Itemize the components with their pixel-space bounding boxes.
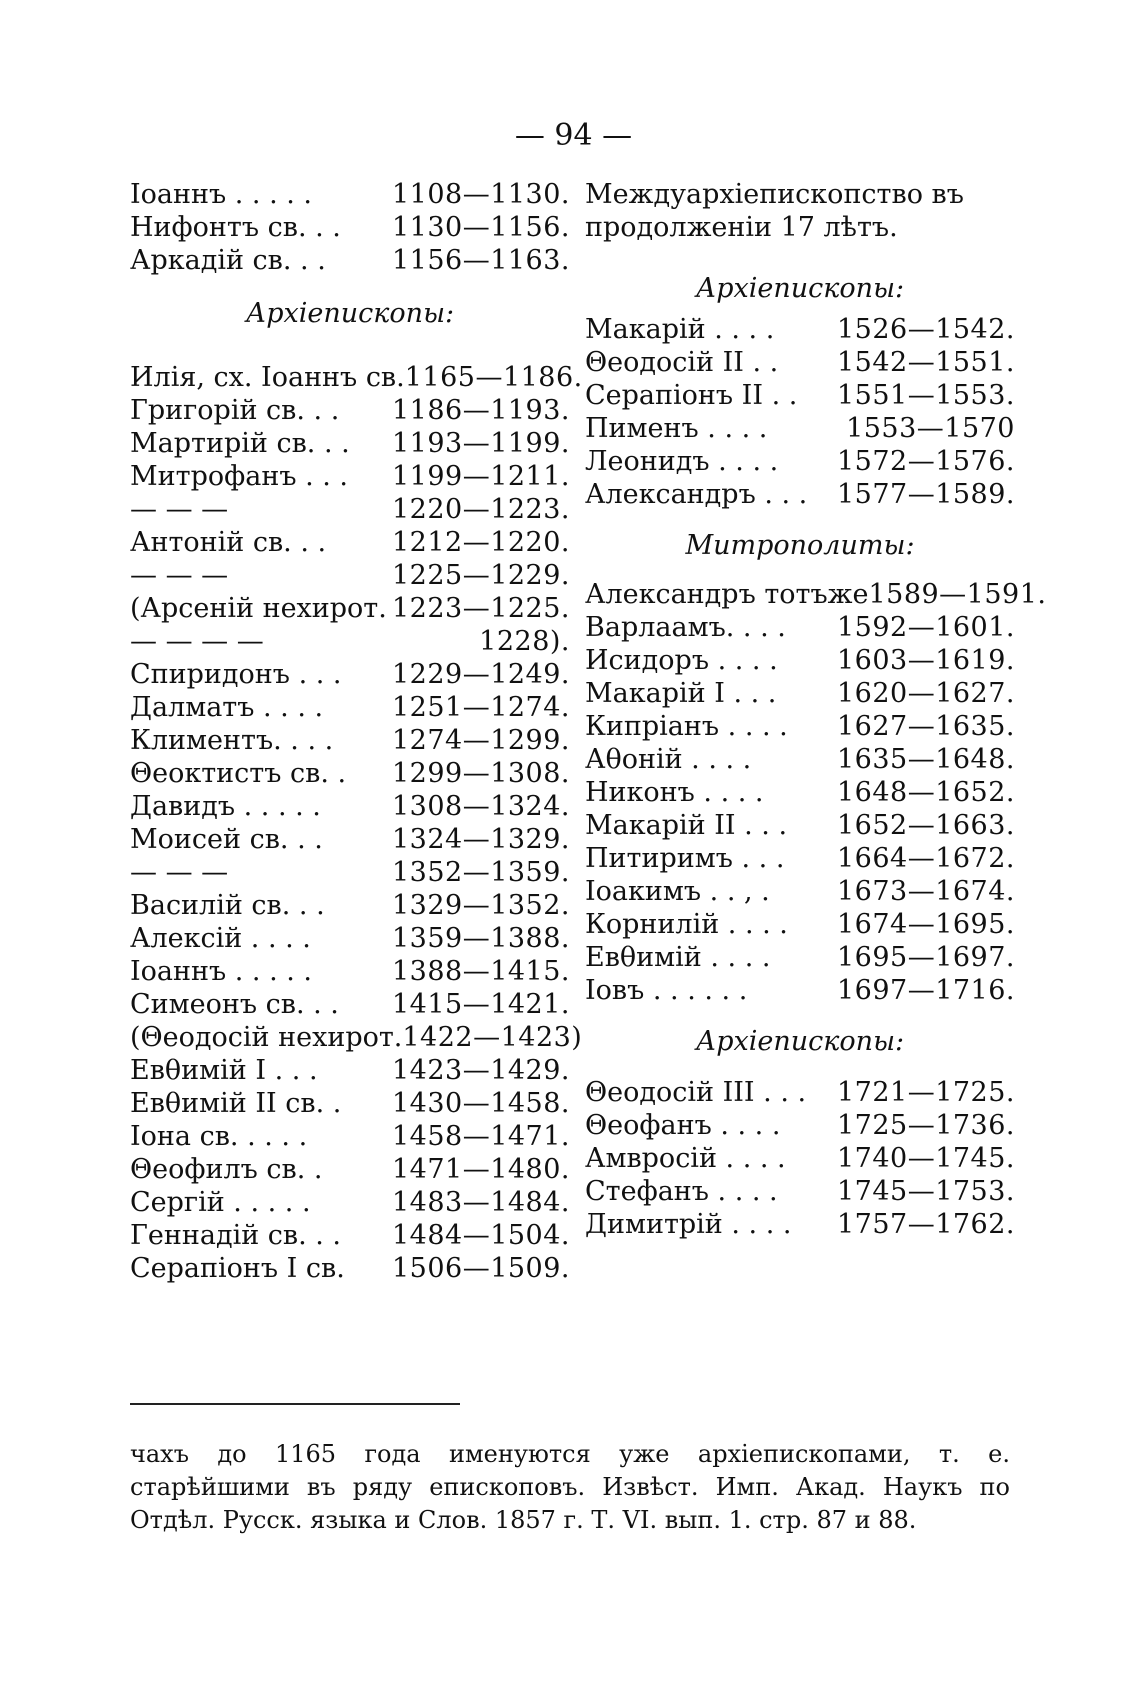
tenure-dates: 1542—1551. <box>836 347 1015 378</box>
list-item <box>130 1153 570 1186</box>
person-name: Димитрій . . . . <box>585 1209 792 1240</box>
list-item <box>130 244 570 277</box>
tenure-dates: 1388—1415. <box>391 956 570 987</box>
person-name: Θеофанъ . . . . <box>585 1110 781 1141</box>
list-item <box>130 856 570 889</box>
page-number: — 94 — <box>514 118 633 153</box>
tenure-dates: 1648—1652. <box>836 777 1015 808</box>
person-name: Моисей св. . . <box>130 824 323 855</box>
tenure-dates: 1620—1627. <box>836 678 1015 709</box>
person-name: Серапіонъ II . . <box>585 380 798 411</box>
tenure-dates: 1652—1663. <box>836 810 1015 841</box>
list-item <box>130 790 570 823</box>
footnote-divider <box>130 1403 460 1405</box>
person-name: Геннадій св. . . <box>130 1220 342 1251</box>
person-name: Симеонъ св. . . <box>130 989 339 1020</box>
tenure-dates: 1359—1388. <box>391 923 570 954</box>
person-name: Леонидъ . . . . <box>585 446 779 477</box>
list-item <box>585 974 1015 1007</box>
list-item <box>130 592 570 625</box>
list-item <box>130 427 570 460</box>
person-name: — — — <box>130 857 229 888</box>
list-item <box>130 757 570 790</box>
right-column <box>585 178 1047 1241</box>
tenure-dates: 1225—1229. <box>391 560 570 591</box>
person-name: Іоаннъ . . . . . <box>130 179 313 210</box>
tenure-dates: 1422—1423) <box>402 1022 583 1053</box>
list-item <box>130 394 570 427</box>
tenure-dates: 1165—1186. <box>404 362 583 393</box>
list-item <box>130 625 570 658</box>
person-name: Іона св. . . . . <box>130 1121 308 1152</box>
person-name: Кипріанъ . . . . <box>585 711 788 742</box>
tenure-dates: 1108—1130. <box>391 179 570 210</box>
person-name: Спиридонъ . . . <box>130 659 342 690</box>
list-item <box>130 691 570 724</box>
tenure-dates: 1430—1458. <box>391 1088 570 1119</box>
tenure-dates: 1423—1429. <box>391 1055 570 1086</box>
person-name: Θеоктистъ св. . <box>130 758 347 789</box>
list-item <box>130 955 570 988</box>
left-column <box>130 178 583 1285</box>
person-name: Θеодосій III . . . <box>585 1077 807 1108</box>
tenure-dates: 1526—1542. <box>836 314 1015 345</box>
tenure-dates: 1740—1745. <box>836 1143 1015 1174</box>
left-heading-archbishops: Архіепископы: <box>245 298 455 329</box>
tenure-dates: 1199—1211. <box>391 461 570 492</box>
tenure-dates: 1589—1591. <box>868 579 1047 610</box>
person-name: Давидъ . . . . . <box>130 791 321 822</box>
tenure-dates: 1592—1601. <box>836 612 1015 643</box>
person-name: Стефанъ . . . . <box>585 1176 778 1207</box>
tenure-dates: 1251—1274. <box>391 692 570 723</box>
tenure-dates: 1697—1716. <box>836 975 1015 1006</box>
list-item <box>585 1208 1015 1241</box>
tenure-dates: 1156—1163. <box>391 245 570 276</box>
tenure-dates: 1664—1672. <box>836 843 1015 874</box>
person-name: Василій св. . . <box>130 890 325 921</box>
archbishops-list-1 <box>585 313 1015 511</box>
list-item <box>130 211 570 244</box>
tenure-dates: 1506—1509. <box>391 1253 570 1284</box>
tenure-dates: 1674—1695. <box>836 909 1015 940</box>
tenure-dates: 1186—1193. <box>391 395 570 426</box>
tenure-dates: 1458—1471. <box>391 1121 570 1152</box>
person-name: Пименъ . . . . <box>585 413 768 444</box>
list-item <box>585 379 1015 412</box>
right-heading-archbishops-1: Архіепископы: <box>695 273 905 304</box>
tenure-dates: 1553—1570 <box>846 413 1015 444</box>
tenure-dates: 1324—1329. <box>391 824 570 855</box>
list-item <box>130 724 570 757</box>
tenure-dates: 1212—1220. <box>391 527 570 558</box>
list-item <box>130 178 570 211</box>
person-name: — — — <box>130 494 229 525</box>
person-name: Исидоръ . . . . <box>585 645 778 676</box>
person-name: Макарій I . . . <box>585 678 777 709</box>
person-name: Евθимій I . . . <box>130 1055 318 1086</box>
list-item <box>130 526 570 559</box>
tenure-dates: 1352—1359. <box>391 857 570 888</box>
tenure-dates: 1757—1762. <box>836 1209 1015 1240</box>
list-item <box>130 823 570 856</box>
list-item <box>585 710 1015 743</box>
list-item <box>130 922 570 955</box>
list-item <box>585 941 1015 974</box>
tenure-dates: 1274—1299. <box>391 725 570 756</box>
archbishops-list-2 <box>585 1076 1015 1241</box>
person-name: Илія, сх. Іоаннъ св. <box>130 362 405 393</box>
person-name: Корнилій . . . . <box>585 909 788 940</box>
tenure-dates: 1329—1352. <box>391 890 570 921</box>
person-name: Θеофилъ св. . <box>130 1154 323 1185</box>
list-item <box>130 1054 570 1087</box>
tenure-dates: 1193—1199. <box>391 428 570 459</box>
tenure-dates: 1130—1156. <box>391 212 570 243</box>
list-item <box>130 493 570 526</box>
list-item <box>585 412 1015 445</box>
person-name: Макарій . . . . <box>585 314 775 345</box>
person-name: Аθоній . . . . <box>585 744 752 775</box>
tenure-dates: 1308—1324. <box>391 791 570 822</box>
right-heading-metropolitans: Митрополиты: <box>685 530 915 561</box>
list-item <box>130 559 570 592</box>
tenure-dates: 1223—1225. <box>391 593 570 624</box>
list-item <box>130 1021 583 1054</box>
person-name: Никонъ . . . . <box>585 777 764 808</box>
tenure-dates: 1745—1753. <box>836 1176 1015 1207</box>
list-item <box>585 578 1047 611</box>
left-top-list <box>130 178 570 277</box>
list-item <box>585 478 1015 511</box>
person-name: — — — <box>130 560 229 591</box>
tenure-dates: 1551—1553. <box>836 380 1015 411</box>
person-name: Іовъ . . . . . . <box>585 975 748 1006</box>
person-name: Макарій II . . . <box>585 810 788 841</box>
interregnum-note: Междуархіепископство въ продолженіи 17 лѣтъ. <box>585 179 964 243</box>
list-item <box>585 1109 1015 1142</box>
person-name: Григорій св. . . <box>130 395 340 426</box>
list-item <box>585 1175 1015 1208</box>
person-name: Іоаннъ . . . . . <box>130 956 313 987</box>
list-item <box>585 677 1015 710</box>
list-item <box>585 644 1015 677</box>
list-item <box>585 611 1015 644</box>
list-item <box>130 1186 570 1219</box>
tenure-dates: 1725—1736. <box>836 1110 1015 1141</box>
person-name: Варлаамъ. . . . <box>585 612 786 643</box>
list-item <box>585 743 1015 776</box>
list-item <box>585 809 1015 842</box>
list-item <box>585 908 1015 941</box>
list-item <box>130 658 570 691</box>
person-name: Амвросій . . . . <box>585 1143 786 1174</box>
tenure-dates: 1673—1674. <box>836 876 1015 907</box>
person-name: Нифонтъ св. . . <box>130 212 341 243</box>
list-item <box>130 1219 570 1252</box>
list-item <box>130 1120 570 1153</box>
person-name: — — — — <box>130 626 264 657</box>
list-item <box>585 875 1015 908</box>
list-item <box>130 1087 570 1120</box>
tenure-dates: 1483—1484. <box>391 1187 570 1218</box>
tenure-dates: 1299—1308. <box>391 758 570 789</box>
person-name: Климентъ. . . . <box>130 725 334 756</box>
person-name: Серапіонъ I св. <box>130 1253 345 1284</box>
list-item <box>130 988 570 1021</box>
tenure-dates: 1228). <box>479 626 570 657</box>
tenure-dates: 1577—1589. <box>836 479 1015 510</box>
list-item <box>585 445 1015 478</box>
person-name: Іоакимъ . . , . <box>585 876 770 907</box>
left-archbishops-list <box>130 361 583 1285</box>
tenure-dates: 1721—1725. <box>836 1077 1015 1108</box>
list-item <box>585 842 1015 875</box>
person-name: Мартирій св. . . <box>130 428 350 459</box>
tenure-dates: 1220—1223. <box>391 494 570 525</box>
tenure-dates: 1484—1504. <box>391 1220 570 1251</box>
tenure-dates: 1415—1421. <box>391 989 570 1020</box>
person-name: Митрофанъ . . . <box>130 461 349 492</box>
tenure-dates: 1471—1480. <box>391 1154 570 1185</box>
person-name: Сергій . . . . . <box>130 1187 311 1218</box>
list-item <box>585 346 1015 379</box>
tenure-dates: 1229—1249. <box>391 659 570 690</box>
person-name: Алексій . . . . <box>130 923 311 954</box>
list-item <box>585 1142 1015 1175</box>
list-item <box>585 1076 1015 1109</box>
tenure-dates: 1695—1697. <box>836 942 1015 973</box>
person-name: Далматъ . . . . <box>130 692 324 723</box>
list-item <box>585 776 1015 809</box>
person-name: Аркадій св. . . <box>130 245 326 276</box>
right-heading-archbishops-2: Архіепископы: <box>695 1026 905 1057</box>
person-name: Александръ . . . <box>585 479 808 510</box>
tenure-dates: 1627—1635. <box>836 711 1015 742</box>
person-name: Антоній св. . . <box>130 527 327 558</box>
metropolitans-list <box>585 578 1047 1007</box>
person-name: Питиримъ . . . <box>585 843 785 874</box>
person-name: Евθимій . . . . <box>585 942 771 973</box>
tenure-dates: 1635—1648. <box>836 744 1015 775</box>
person-name: Александръ тотъже <box>585 579 869 610</box>
list-item <box>130 460 570 493</box>
list-item <box>130 1252 570 1285</box>
tenure-dates: 1603—1619. <box>836 645 1015 676</box>
tenure-dates: 1572—1576. <box>836 446 1015 477</box>
list-item <box>130 889 570 922</box>
person-name: Θеодосій II . . <box>585 347 779 378</box>
person-name: Евθимій II св. . <box>130 1088 342 1119</box>
list-item <box>585 313 1015 346</box>
list-item <box>130 361 583 394</box>
person-name: (Арсеній нехирот. <box>130 593 387 624</box>
person-name: (Θеодосій нехирот. <box>130 1022 403 1053</box>
footnote: чахъ до 1165 года именуются уже архіепископами, т. е. старѣйшими въ ряду епископовъ. Извѣст. Имп. Акад. Наукъ по Отдѣл. Русск. языка и Слов. 1857 г. Т. VI. вып. 1. стр. 87 и 88. <box>130 1440 1010 1534</box>
